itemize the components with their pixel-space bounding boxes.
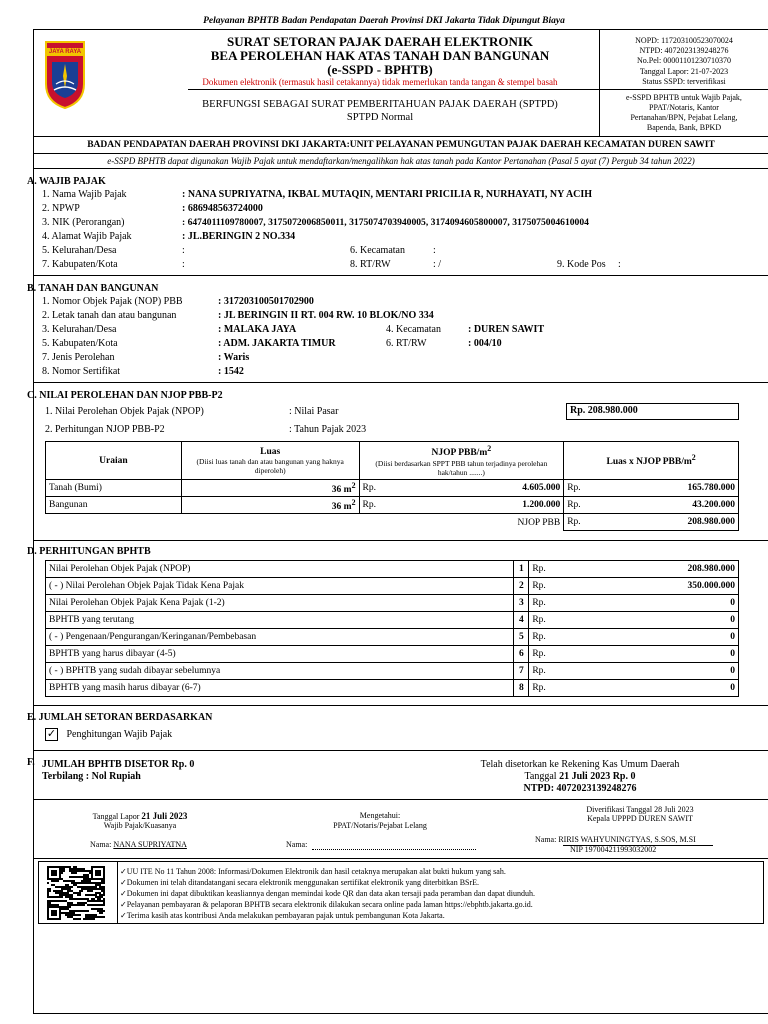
c-label-1: 1. Nilai Perolehan Objek Pajak (NPOP) (45, 406, 204, 417)
sig-right-name: Nama: RIRIS WAHYUNINGTYAS, S.SOS, M.SI (535, 835, 696, 844)
a-value-7: : (182, 259, 185, 270)
a-label-9: 9. Kode Pos (557, 259, 606, 270)
a-label-4: 4. Alamat Wajib Pajak (42, 231, 132, 242)
a-label-2: 2. NPWP (42, 203, 80, 214)
a-value-1: : NANA SUPRIYATNA, IKBAL MUTAQIN, MENTARI PRICILIA R, NURHAYATI, NY ACIH (182, 189, 593, 200)
a-label-1: 1. Nama Wajib Pajak (42, 189, 127, 200)
unit-title: BADAN PENDAPATAN DAERAH PROVINSI DKI JAKARTA:UNIT PELAYANAN PEMUNGUTAN PAJAK DAERAH KECAMATAN DUREN SAWIT (87, 140, 715, 150)
footer-note: ✓Dokumen ini telah ditandatangani secara elektronik menggunakan sertifikat elektronik yang diterbitkan BSrE. (120, 878, 480, 887)
row-luas: 36 $m^2$ (181, 480, 359, 497)
a-value-2: : 686948563724000 (182, 203, 263, 214)
table-row (46, 629, 739, 646)
b-value-8: : 1542 (218, 366, 244, 377)
jakarta-seal-icon (44, 40, 86, 110)
d-row-value: Rp. 0 (529, 680, 739, 697)
a-label-8: 8. RT/RW (350, 259, 391, 270)
d-row-label: Nilai Perolehan Objek Pajak (NPOP) (46, 561, 514, 578)
d-row-value: Rp. 208.980.000 (529, 561, 739, 578)
b-label-3: 3. Kelurahan/Desa (42, 324, 117, 335)
a-label-5: 5. Kelurahan/Desa (42, 245, 117, 256)
d-row-no: 4 (514, 612, 529, 629)
c-value-2: : Tahun Pajak 2023 (289, 424, 367, 435)
f-deposit-date: Tanggal 21 Juli 2023 Rp. 0 (524, 771, 636, 782)
table-row (46, 680, 739, 697)
section-e-title: E. JUMLAH SETORAN BERDASARKAN (27, 712, 213, 723)
footer-note: ✓Pelayanan pembayaran & pelaporan BPHTB secara elektronik dilakukan secara online pada laman https://ebphtb.jakarta.go.id. (120, 900, 533, 909)
title-line-3: (e-SSPD - BPHTB) (327, 62, 433, 77)
b-value-4: : DUREN SAWIT (468, 324, 545, 335)
a-value-5: : (182, 245, 185, 256)
section-f-letter: F. (27, 757, 35, 768)
row-total: Rp. 43.200.000 (564, 497, 739, 514)
b-label-4: 4. Kecamatan (386, 324, 441, 335)
b-label-6: 6. RT/RW (386, 338, 427, 349)
d-row-value: Rp. 0 (529, 646, 739, 663)
d-row-no: 1 (514, 561, 529, 578)
b-label-8: 8. Nomor Sertifikat (42, 366, 121, 377)
sig-mid-name-label: Nama: (286, 840, 308, 849)
distribution-2: PPAT/Notaris, Kantor (649, 103, 719, 112)
section-d-title: D. PERHITUNGAN BPHTB (27, 546, 151, 557)
tanggal-lapor: Tanggal Lapor: 21-07-2023 (639, 67, 729, 76)
sig-mid-label: Mengetahui: (359, 811, 401, 820)
c-label-2: 2. Perhitungan NJOP PBB-P2 (45, 424, 165, 435)
a-label-7: 7. Kabupaten/Kota (42, 259, 118, 270)
status-sspd: Status SSPD: terverifikasi (642, 77, 726, 86)
table-row (46, 514, 739, 531)
check-icon[interactable]: ✓ (46, 728, 57, 740)
d-row-label: ( - ) BPHTB yang sudah dibayar sebelumnya (46, 663, 514, 680)
row-total: Rp. 165.780.000 (564, 480, 739, 497)
d-row-no: 6 (514, 646, 529, 663)
section-b-title: B. TANAH DAN BANGUNAN (27, 283, 159, 294)
sig-right-date: Diverifikasi Tanggal 28 Juli 2023 (586, 805, 694, 814)
table-row (46, 663, 739, 680)
table-row (46, 497, 739, 514)
njop-table (45, 441, 739, 531)
f-deposit-note: Telah disetorkan ke Rekening Kas Umum Daerah (480, 759, 680, 770)
row-njop: Rp. 4.605.000 (359, 480, 564, 497)
footer-notes (120, 866, 760, 921)
table-row (46, 612, 739, 629)
sptpd-type: SPTPD Normal (346, 112, 414, 123)
no-pel: No.Pel: 00001101230710370 (637, 56, 731, 65)
b-value-3: : MALAKA JAYA (218, 324, 297, 335)
b-label-7: 7. Jenis Perolehan (42, 352, 115, 363)
b-label-1: 1. Nomor Objek Pajak (NOP) PBB (42, 296, 183, 307)
nopd: NOPD: 117203100523070024 (635, 36, 733, 45)
d-row-label: ( - ) Pengenaan/Pengurangan/Keringanan/Pembebasan (46, 629, 514, 646)
d-row-value: Rp. 0 (529, 595, 739, 612)
d-row-no: 2 (514, 578, 529, 595)
d-row-no: 3 (514, 595, 529, 612)
f-ntpd: NTPD: 4072023139248276 (523, 783, 637, 794)
d-row-label: BPHTB yang terutang (46, 612, 514, 629)
row-luas: 36 $m^2$ (181, 497, 359, 514)
logo-text: JAYA RAYA (48, 49, 82, 55)
th-total: Luas x NJOP PBB/$m^2$ (564, 442, 739, 480)
footer-note: ✓Dokumen ini dapat dibuktikan keasliannya dengan memindai kode QR dan data akan tersaji pada peramban dan dapat diunduh. (120, 889, 536, 898)
b-label-5: 5. Kabupaten/Kota (42, 338, 118, 349)
table-row (46, 578, 739, 595)
title-line-1: SURAT SETORAN PAJAK DAERAH ELEKTRONIK (226, 34, 534, 49)
d-row-no: 8 (514, 680, 529, 697)
sig-left-name: Nama: NANA SUPRIYATNA (90, 840, 187, 849)
section-f-title: JUMLAH BPHTB DISETOR Rp. 0 (42, 759, 195, 770)
a-value-6: : (433, 245, 436, 256)
d-row-value: Rp. 0 (529, 629, 739, 646)
d-row-value: Rp. 0 (529, 663, 739, 680)
d-row-label: Nilai Perolehan Objek Pajak Kena Pajak (1-2) (46, 595, 514, 612)
sig-right-nip: NIP 197004211993032002 (570, 845, 657, 854)
table-row (46, 595, 739, 612)
row-uraian: Tanah (Bumi) (46, 480, 182, 497)
a-label-6: 6. Kecamatan (350, 245, 405, 256)
bphtb-table (45, 560, 739, 697)
distribution-4: Bapenda, Bank, BPKD (646, 123, 722, 132)
d-row-label: ( - ) Nilai Perolehan Objek Pajak Tidak Kena Pajak (46, 578, 514, 595)
title-line-2: BEA PEROLEHAN HAK ATAS TANAH DAN BANGUNAN (210, 48, 550, 63)
distribution-3: Pertanahan/BPN, Pejabat Lelang, (630, 113, 738, 122)
distribution-1: e-SSPD BPHTB untuk Wajib Pajak, (626, 93, 742, 102)
service-note: Pelayanan BPHTB Badan Pendapatan Daerah Provinsi DKI Jakarta Tidak Dipungut Biaya (203, 16, 565, 26)
qr-code-icon (47, 866, 105, 920)
sptpd-function: BERFUNGSI SEBAGAI SURAT PEMBERITAHUAN PAJAK DAERAH (SPTPD) (202, 99, 558, 110)
a-value-9: : (618, 259, 621, 270)
section-a-title: A. WAJIB PAJAK (27, 176, 106, 187)
terbilang: Terbilang : Nol Rupiah (42, 771, 141, 782)
b-value-5: : ADM. JAKARTA TIMUR (218, 338, 336, 349)
d-row-label: BPHTB yang masih harus dibayar (6-7) (46, 680, 514, 697)
npop-box: Rp. 208.980.000 (566, 403, 739, 420)
footer-note: ✓UU ITE No 11 Tahun 2008: Informasi/Dokumen Elektronik dan hasil cetaknya merupakan alat bukti hukum yang sah. (120, 867, 506, 876)
e-option: Penghitungan Wajib Pajak (66, 728, 173, 740)
th-njop: NJOP PBB/$m^2$ (Diisi berdasarkan SPPT PBB tahun terjadinya perolehan hak/tahun .......) (359, 442, 564, 480)
b-value-2: : JL BERINGIN II RT. 004 RW. 10 BLOK/NO 334 (218, 310, 434, 321)
b-label-2: 2. Letak tanah dan atau bangunan (42, 310, 177, 321)
a-value-8: : / (433, 259, 442, 270)
table-row (46, 561, 739, 578)
sig-mid-role: PPAT/Notaris/Pejabat Lelang (333, 821, 427, 830)
d-row-label: BPHTB yang harus dibayar (4-5) (46, 646, 514, 663)
a-value-4: : JL.BERINGIN 2 NO.334 (182, 231, 296, 242)
row-uraian: Bangunan (46, 497, 182, 514)
sig-left-date: Tanggal Lapor 21 Juli 2023 (92, 811, 188, 821)
d-row-no: 5 (514, 629, 529, 646)
sig-left-role: Wajib Pajak/Kuasanya (103, 821, 177, 830)
sig-right-role: Kepala UPPPD DUREN SAWIT (587, 814, 693, 823)
d-row-value: Rp. 350.000.000 (529, 578, 739, 595)
njop-total-label: NJOP PBB (359, 514, 564, 531)
th-uraian: Uraian (46, 442, 182, 480)
section-c-title: C. NILAI PEROLEHAN DAN NJOP PBB-P2 (27, 390, 223, 401)
electronic-doc-note: Dokumen elektronik (termasuk hasil cetakannya) tidak memerlukan tanda tangan & stempel basah (202, 77, 558, 87)
table-row (46, 646, 739, 663)
th-luas: Luas (Diisi luas tanah dan atau bangunan yang haknya diperoleh) (181, 442, 359, 480)
b-value-7: : Waris (218, 352, 250, 363)
d-row-no: 7 (514, 663, 529, 680)
a-label-3: 3. NIK (Perorangan) (42, 217, 125, 228)
usage-note: e-SSPD BPHTB dapat digunakan Wajib Pajak untuk mendaftarkan/mengalihkan hak atas tanah pada Kantor Pertanahan (Pasal 5 ayat (7) Pergub 34 tahun 2022) (107, 156, 695, 166)
table-row (46, 480, 739, 497)
row-njop: Rp. 1.200.000 (359, 497, 564, 514)
njop-total: Rp. 208.980.000 (564, 514, 739, 531)
c-value-1: : Nilai Pasar (289, 406, 339, 417)
footer-note: ✓Terima kasih atas kontribusi Anda melakukan pembayaran pajak untuk pembangunan Kota Jakarta. (120, 911, 445, 920)
b-value-6: : 004/10 (468, 338, 502, 349)
a-value-3: : 6474011109780007, 3175072006850011, 3175074703940005, 3174094605800007, 3175075004610004 (182, 217, 589, 228)
d-row-value: Rp. 0 (529, 612, 739, 629)
b-value-1: : 317203100501702900 (218, 296, 314, 307)
ntpd: NTPD: 4072023139248276 (639, 46, 729, 55)
